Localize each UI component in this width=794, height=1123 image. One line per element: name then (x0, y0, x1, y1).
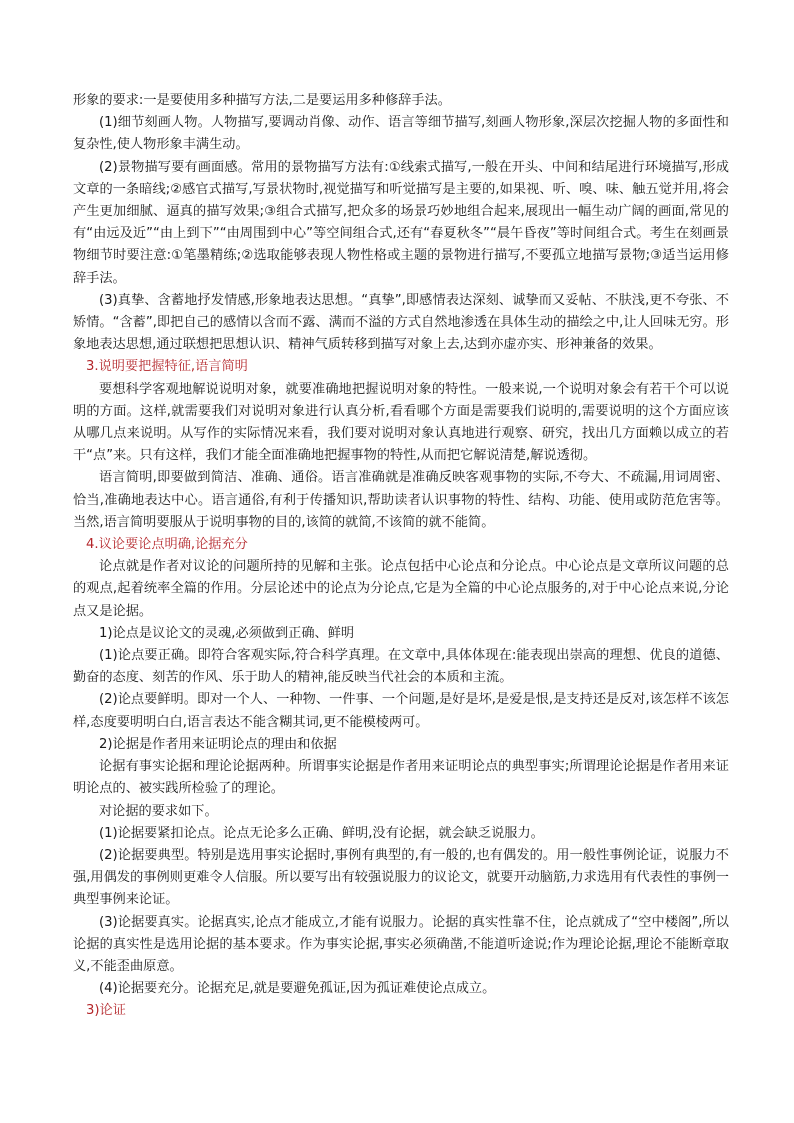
document-page (73, 90, 729, 1023)
subheading-evidence: 2)论据是作者用来证明论点的理由和依据 (99, 736, 337, 752)
paragraph-evidence-sufficient: (4)论据要充分。论据充足,就是要避免孤证,因为孤证难使论点成立。 (99, 981, 496, 997)
section-heading-explanation: 3.说明要把握特征,语言简明 (86, 359, 248, 375)
paragraph-evidence-typical: (2)论据要典型。特别是选用事实论据时,事例有典型的,有一般的,也有偶发的。用一般性事例论证，说服力不强,用偶发的事例则更难令人信服。所以要写出有较强说服力的议论文，就要开动脑筋,力求选用有代表性的事例一典型事例来论证。 (73, 847, 729, 908)
paragraph-emotion-expression: (3)真挚、含蓄地抒发情感,形象地表达思想。“真挚”,即感情表达深刻、诚挚而又妥帖、不肤浅,更不夸张、不矫情。“含蓄”,即把自己的感情以含而不露、满而不溢的方式自然地渗透在具体生动的描绘之中,让人回味无穷。形象地表达思想,通过联想把思想认识、精神气质转移到描写对象上去,达到亦虚亦实、形神兼备的效果。 (73, 292, 729, 353)
section-heading-argument: 4.议论要论点明确,论据充分 (86, 537, 248, 553)
paragraph-detail-character: (1)细节刻画人物。人物描写,要调动肖像、动作、语言等细节描写,刻画人物形象,深层次挖掘人物的多面性和复杂性,使人物形象丰满生动。 (73, 115, 729, 153)
paragraph-explanation-features: 要想科学客观地解说说明对象，就要准确地把握说明对象的特性。一般来说,一个说明对象会有若干个可以说明的方面。这样,就需要我们对说明对象进行认真分析,看看哪个方面是需要我们说明的,需要说明的这个方面应该从哪几点来说明。从写作的实际情况来看，我们要对说明对象认真地进行观察、研究，找出几方面赖以成立的若干“点”来。只有这样，我们才能全面准确地把握事物的特性,从而把它解说清楚,解说透彻。 (73, 381, 729, 464)
paragraph-scenery-description: (2)景物描写要有画面感。常用的景物描写方法有:①线索式描写,一般在开头、中间和结尾进行环境描写,形成文章的一条暗线;②感官式描写,写景状物时,视觉描写和听觉描写是主要的,如果视、听、嗅、味、触五觉并用,将会产生更加细腻、逼真的描写效果;③组合式描写,把众多的场景巧妙地组合起来,展现出一幅生动广阔的画面,常见的有“由远及近”“由上到下”“由周围到中心”等空间组合式,还有“春夏秋冬”“晨午昏夜”等时间组合式。考生在刻画景物细节时要注意:①笔墨精练;②选取能够表现人物性格或主题的景物进行描写,不要孤立地描写景物;③适当运用修辞手法。 (73, 159, 729, 286)
paragraph-evidence-types: 论据有事实论据和理论论据两种。所谓事实论据是作者用来证明论点的典型事实;所谓理论论据是作者用来证明论点的、被实践所检验了的理论。 (73, 759, 729, 797)
paragraph-thesis-correct: (1)论点要正确。即符合客观实际,符合科学真理。在文章中,具体体现在:能表现出崇高的理想、优良的道德、勤奋的态度、刻苦的作风、乐于助人的精神,能反映当代社会的本质和主流。 (73, 648, 729, 686)
paragraph-thesis-definition: 论点就是作者对议论的问题所持的见解和主张。论点包括中心论点和分论点。中心论点是文章所议问题的总的观点,起着统率全篇的作用。分层论述中的论点为分论点,它是为全篇的中心论点服务的,对于中心论点来说,分论点又是论据。 (73, 559, 729, 619)
paragraph-concise-language: 语言简明,即要做到简洁、准确、通俗。语言准确就是准确反映客观事物的实际,不夸大、不疏漏,用词周密、恰当,准确地表达中心。语言通俗,有利于传播知识,帮助读者认识事物的特性、结构、功能、使用或防范危害等。当然,语言简明要服从于说明事物的目的,该简的就简,不该简的就不能简。 (73, 470, 729, 530)
paragraph-thesis-clear: (2)论点要鲜明。即对一个人、一种物、一件事、一个问题,是好是坏,是爱是恨,是支持还是反对,该怎样不该怎样,态度要明明白白,语言表达不能含糊其词,更不能模棱两可。 (73, 692, 729, 730)
paragraph-evidence-true: (3)论据要真实。论据真实,论点才能成立,才能有说服力。论据的真实性靠不住，论点就成了“空中楼阁”,所以论据的真实性是选用论据的基本要求。作为事实论据,事实必须确凿,不能道听途说;作为理论论据,理论不能断章取义,不能歪曲原意。 (73, 914, 729, 974)
paragraph-continuation: 形象的要求:一是要使用多种描写方法,二是要运用多种修辞手法。 (73, 93, 451, 108)
paragraph-evidence-relevant: (1)论据要紧扣论点。论点无论多么正确、鲜明,没有论据，就会缺乏说服力。 (99, 825, 544, 841)
subheading-thesis-soul: 1)论点是议论文的灵魂,必须做到正确、鲜明 (99, 625, 355, 641)
paragraph-evidence-requirements: 对论据的要求如下。 (99, 803, 218, 819)
section-heading-argumentation: 3)论证 (86, 1003, 126, 1019)
